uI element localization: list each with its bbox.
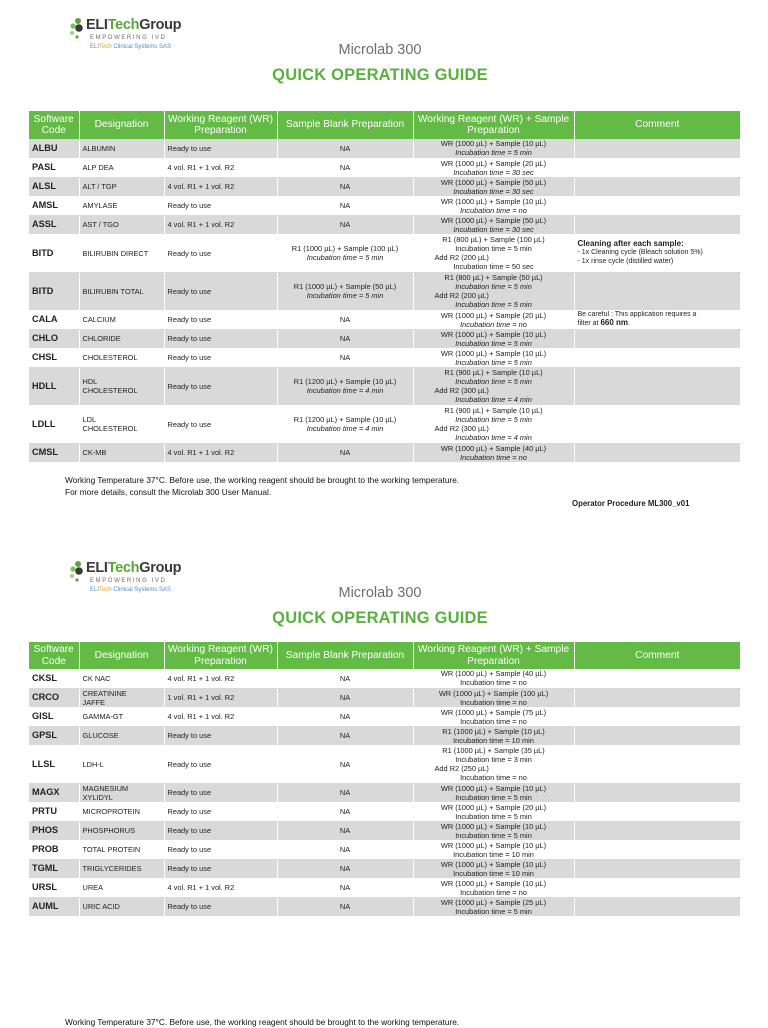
comment	[574, 802, 740, 821]
designation: CHOLESTEROL	[79, 348, 164, 367]
wr-sample-preparation: WR (1000 µL) + Sample (20 µL) Incubation time = 5 min	[413, 802, 574, 821]
designation: MICROPROTEIN	[79, 802, 164, 821]
wr-sample-preparation: WR (1000 µL) + Sample (10 µL) Incubation time = no	[413, 878, 574, 897]
comment	[574, 196, 740, 215]
wr-preparation: Ready to use	[164, 196, 277, 215]
wr-preparation: 4 vol. R1 + 1 vol. R2	[164, 669, 277, 688]
comment	[574, 878, 740, 897]
blank-preparation: R1 (1200 µL) + Sample (10 µL) Incubation time = 4 min	[277, 405, 413, 443]
software-code: CHLO	[29, 329, 79, 348]
table-row	[29, 707, 740, 726]
wr-sample-preparation: WR (1000 µL) + Sample (75 µL) Incubation time = no	[413, 707, 574, 726]
comment	[574, 405, 740, 443]
blank-preparation: NA	[277, 783, 413, 802]
wr-sample-preparation: WR (1000 µL) + Sample (10 µL) Incubation time = 5 min	[413, 329, 574, 348]
wr-preparation: Ready to use	[164, 348, 277, 367]
table-header-row	[29, 642, 740, 669]
table-row	[29, 821, 740, 840]
software-code: AUML	[29, 897, 79, 916]
wr-sample-preparation: R1 (900 µL) + Sample (10 µL) Incubation time = 5 min Add R2 (300 µL) Incubation time = 4 min	[413, 405, 574, 443]
software-code: GISL	[29, 707, 79, 726]
wr-sample-preparation: R1 (800 µL) + Sample (50 µL) Incubation time = 5 min Add R2 (200 µL) Incubation time = 5 min	[413, 272, 574, 310]
blank-preparation: NA	[277, 348, 413, 367]
table-row	[29, 196, 740, 215]
comment	[574, 859, 740, 878]
designation: GLUCOSE	[79, 726, 164, 745]
logo-subsidiary: ELITech Clinical Systems SAS	[90, 44, 172, 50]
header-blank-preparation: Sample Blank Preparation	[277, 111, 413, 139]
wr-preparation: Ready to use	[164, 405, 277, 443]
designation: ALBUMIN	[79, 139, 164, 158]
blank-preparation: NA	[277, 196, 413, 215]
wr-sample-preparation: WR (1000 µL) + Sample (25 µL) Incubation time = 5 min	[413, 897, 574, 916]
blank-preparation: NA	[277, 859, 413, 878]
designation: GAMMA-GT	[79, 707, 164, 726]
wr-preparation: Ready to use	[164, 310, 277, 329]
table-row	[29, 158, 740, 177]
table-row	[29, 177, 740, 196]
blank-preparation: NA	[277, 329, 413, 348]
wr-sample-preparation: WR (1000 µL) + Sample (40 µL) Incubation time = no	[413, 669, 574, 688]
header-wr-preparation: Working Reagent (WR) Preparation	[164, 642, 277, 669]
designation: AST / TGO	[79, 215, 164, 234]
table-row	[29, 840, 740, 859]
designation: HDL CHOLESTEROL	[79, 367, 164, 405]
software-code: CHSL	[29, 348, 79, 367]
software-code: PROB	[29, 840, 79, 859]
blank-preparation: NA	[277, 177, 413, 196]
blank-preparation: NA	[277, 310, 413, 329]
comment	[574, 840, 740, 859]
header-software-code: Software Code	[29, 642, 79, 669]
comment	[574, 688, 740, 707]
temperature-note-cutoff: Working Temperature 37°C. Before use, the working reagent should be brought to the working temperature.	[65, 1017, 460, 1027]
logo-tagline: EMPOWERING IVD	[90, 578, 167, 584]
comment: Be careful : This application requires a filter at 660 nm.	[574, 310, 740, 329]
document-subtitle: QUICK OPERATING GUIDE	[272, 609, 488, 627]
software-code: PRTU	[29, 802, 79, 821]
software-code: MAGX	[29, 783, 79, 802]
table-row	[29, 215, 740, 234]
blank-preparation: NA	[277, 707, 413, 726]
table-row	[29, 802, 740, 821]
blank-preparation: NA	[277, 745, 413, 783]
software-code: LLSL	[29, 745, 79, 783]
table-row	[29, 669, 740, 688]
wr-sample-preparation: WR (1000 µL) + Sample (10 µL) Incubation time = 5 min	[413, 783, 574, 802]
designation: CREATININE JAFFE	[79, 688, 164, 707]
comment	[574, 707, 740, 726]
software-code: ALSL	[29, 177, 79, 196]
comment	[574, 745, 740, 783]
comment	[574, 215, 740, 234]
document-title: Microlab 300	[338, 585, 422, 601]
table-row	[29, 348, 740, 367]
table-row	[29, 745, 740, 783]
header-software-code: Software Code	[29, 111, 79, 139]
header-comment: Comment	[574, 111, 740, 139]
wr-sample-preparation: R1 (1000 µL) + Sample (10 µL) Incubation time = 10 min	[413, 726, 574, 745]
table-row	[29, 859, 740, 878]
temperature-note: Working Temperature 37°C. Before use, the working reagent should be brought to the working temperature. For more details, consult the Microlab 300 User Manual.	[65, 475, 460, 497]
comment	[574, 177, 740, 196]
blank-preparation: NA	[277, 443, 413, 462]
wr-preparation: Ready to use	[164, 859, 277, 878]
comment	[574, 897, 740, 916]
wr-preparation: Ready to use	[164, 329, 277, 348]
designation: BILIRUBIN TOTAL	[79, 272, 164, 310]
designation: URIC ACID	[79, 897, 164, 916]
wr-preparation: Ready to use	[164, 897, 277, 916]
blank-preparation: NA	[277, 802, 413, 821]
wr-preparation: Ready to use	[164, 234, 277, 272]
software-code: CALA	[29, 310, 79, 329]
comment	[574, 821, 740, 840]
comment	[574, 669, 740, 688]
wr-preparation: Ready to use	[164, 821, 277, 840]
logo-name: ELITechGroup	[86, 560, 182, 576]
software-code: ASSL	[29, 215, 79, 234]
blank-preparation: NA	[277, 215, 413, 234]
software-code: GPSL	[29, 726, 79, 745]
comment: Cleaning after each sample: - 1x Cleaning cycle (Bleach solution 5%) - 1x rinse cycle (distilled water)	[574, 234, 740, 272]
software-code: CKSL	[29, 669, 79, 688]
comment	[574, 272, 740, 310]
designation: BILIRUBIN DIRECT	[79, 234, 164, 272]
header-designation: Designation	[79, 111, 164, 139]
designation: CHLORIDE	[79, 329, 164, 348]
wr-sample-preparation: WR (1000 µL) + Sample (100 µL) Incubation time = no	[413, 688, 574, 707]
wr-sample-preparation: R1 (900 µL) + Sample (10 µL) Incubation time = 5 min Add R2 (300 µL) Incubation time = 4 min	[413, 367, 574, 405]
wr-preparation: Ready to use	[164, 745, 277, 783]
comment	[574, 348, 740, 367]
logo-tagline: EMPOWERING IVD	[90, 35, 167, 41]
wr-preparation: Ready to use	[164, 726, 277, 745]
table-row	[29, 310, 740, 329]
designation: MAGNESIUM XYLIDYL	[79, 783, 164, 802]
logo-name: ELITechGroup	[86, 17, 182, 33]
wr-preparation: 4 vol. R1 + 1 vol. R2	[164, 177, 277, 196]
wr-sample-preparation: WR (1000 µL) + Sample (10 µL) Incubation time = 5 min	[413, 139, 574, 158]
comment	[574, 726, 740, 745]
blank-preparation: NA	[277, 158, 413, 177]
table-row	[29, 272, 740, 310]
software-code: CRCO	[29, 688, 79, 707]
blank-preparation: R1 (1200 µL) + Sample (10 µL) Incubation time = 4 min	[277, 367, 413, 405]
comment	[574, 367, 740, 405]
designation: LDH-L	[79, 745, 164, 783]
software-code: PASL	[29, 158, 79, 177]
software-code: HDLL	[29, 367, 79, 405]
wr-preparation: 4 vol. R1 + 1 vol. R2	[164, 707, 277, 726]
software-code: CMSL	[29, 443, 79, 462]
table-row	[29, 443, 740, 462]
designation: CK-MB	[79, 443, 164, 462]
blank-preparation: R1 (1000 µL) + Sample (100 µL) Incubation time = 5 min	[277, 234, 413, 272]
reagent-table-2	[29, 642, 741, 917]
document-title: Microlab 300	[338, 42, 422, 58]
wr-preparation: Ready to use	[164, 272, 277, 310]
blank-preparation: NA	[277, 878, 413, 897]
wr-sample-preparation: R1 (800 µL) + Sample (100 µL) Incubation time = 5 min Add R2 (200 µL) Incubation time = 50 sec	[413, 234, 574, 272]
wr-sample-preparation: WR (1000 µL) + Sample (10 µL) Incubation time = 5 min	[413, 348, 574, 367]
comment	[574, 158, 740, 177]
software-code: BITD	[29, 272, 79, 310]
table-row	[29, 367, 740, 405]
wr-preparation: 4 vol. R1 + 1 vol. R2	[164, 878, 277, 897]
comment	[574, 443, 740, 462]
blank-preparation: NA	[277, 669, 413, 688]
comment	[574, 329, 740, 348]
header-wr-sample-preparation: Working Reagent (WR) + Sample Preparation	[413, 111, 574, 139]
designation: TRIGLYCERIDES	[79, 859, 164, 878]
software-code: TGML	[29, 859, 79, 878]
wr-preparation: 4 vol. R1 + 1 vol. R2	[164, 443, 277, 462]
blank-preparation: NA	[277, 897, 413, 916]
wr-preparation: Ready to use	[164, 802, 277, 821]
blank-preparation: NA	[277, 688, 413, 707]
blank-preparation: NA	[277, 840, 413, 859]
header-designation: Designation	[79, 642, 164, 669]
wr-sample-preparation: WR (1000 µL) + Sample (10 µL) Incubation time = 5 min	[413, 821, 574, 840]
table-header-row	[29, 111, 740, 139]
designation: ALP DEA	[79, 158, 164, 177]
header-wr-sample-preparation: Working Reagent (WR) + Sample Preparation	[413, 642, 574, 669]
designation: PHOSPHORUS	[79, 821, 164, 840]
designation: AMYLASE	[79, 196, 164, 215]
wr-preparation: Ready to use	[164, 139, 277, 158]
designation: LDL CHOLESTEROL	[79, 405, 164, 443]
designation: TOTAL PROTEIN	[79, 840, 164, 859]
wr-sample-preparation: WR (1000 µL) + Sample (20 µL) Incubation time = no	[413, 310, 574, 329]
wr-sample-preparation: WR (1000 µL) + Sample (50 µL) Incubation time = 30 sec	[413, 215, 574, 234]
wr-sample-preparation: WR (1000 µL) + Sample (10 µL) Incubation time = 10 min	[413, 859, 574, 878]
wr-sample-preparation: WR (1000 µL) + Sample (10 µL) Incubation time = no	[413, 196, 574, 215]
wr-sample-preparation: WR (1000 µL) + Sample (10 µL) Incubation time = 10 min	[413, 840, 574, 859]
table-row	[29, 878, 740, 897]
wr-preparation: Ready to use	[164, 367, 277, 405]
wr-sample-preparation: R1 (1000 µL) + Sample (35 µL) Incubation time = 3 min Add R2 (250 µL) Incubation time = no	[413, 745, 574, 783]
logo-subsidiary: ELITech Clinical Systems SAS	[90, 587, 172, 593]
designation: ALT / TGP	[79, 177, 164, 196]
blank-preparation: R1 (1000 µL) + Sample (50 µL) Incubation time = 5 min	[277, 272, 413, 310]
designation: CALCIUM	[79, 310, 164, 329]
reagent-table-1	[29, 111, 741, 463]
software-code: PHOS	[29, 821, 79, 840]
blank-preparation: NA	[277, 139, 413, 158]
table-row	[29, 726, 740, 745]
table-row	[29, 688, 740, 707]
wr-preparation: Ready to use	[164, 783, 277, 802]
table-row	[29, 329, 740, 348]
wr-sample-preparation: WR (1000 µL) + Sample (40 µL) Incubation time = no	[413, 443, 574, 462]
software-code: AMSL	[29, 196, 79, 215]
software-code: BITD	[29, 234, 79, 272]
wr-sample-preparation: WR (1000 µL) + Sample (20 µL) Incubation time = 30 sec	[413, 158, 574, 177]
wr-preparation: 4 vol. R1 + 1 vol. R2	[164, 215, 277, 234]
table-row	[29, 405, 740, 443]
wr-preparation: Ready to use	[164, 840, 277, 859]
blank-preparation: NA	[277, 821, 413, 840]
header-blank-preparation: Sample Blank Preparation	[277, 642, 413, 669]
software-code: ALBU	[29, 139, 79, 158]
wr-sample-preparation: WR (1000 µL) + Sample (50 µL) Incubation time = 30 sec	[413, 177, 574, 196]
table-row	[29, 897, 740, 916]
document-subtitle: QUICK OPERATING GUIDE	[272, 66, 488, 84]
header-comment: Comment	[574, 642, 740, 669]
software-code: LDLL	[29, 405, 79, 443]
blank-preparation: NA	[277, 726, 413, 745]
comment	[574, 783, 740, 802]
designation: CK NAC	[79, 669, 164, 688]
header-wr-preparation: Working Reagent (WR) Preparation	[164, 111, 277, 139]
software-code: URSL	[29, 878, 79, 897]
table-row	[29, 234, 740, 272]
table-row	[29, 139, 740, 158]
operator-procedure: Operator Procedure ML300_v01	[572, 499, 690, 508]
designation: UREA	[79, 878, 164, 897]
wr-preparation: 4 vol. R1 + 1 vol. R2	[164, 158, 277, 177]
wr-preparation: 1 vol. R1 + 1 vol. R2	[164, 688, 277, 707]
table-row	[29, 783, 740, 802]
comment	[574, 139, 740, 158]
